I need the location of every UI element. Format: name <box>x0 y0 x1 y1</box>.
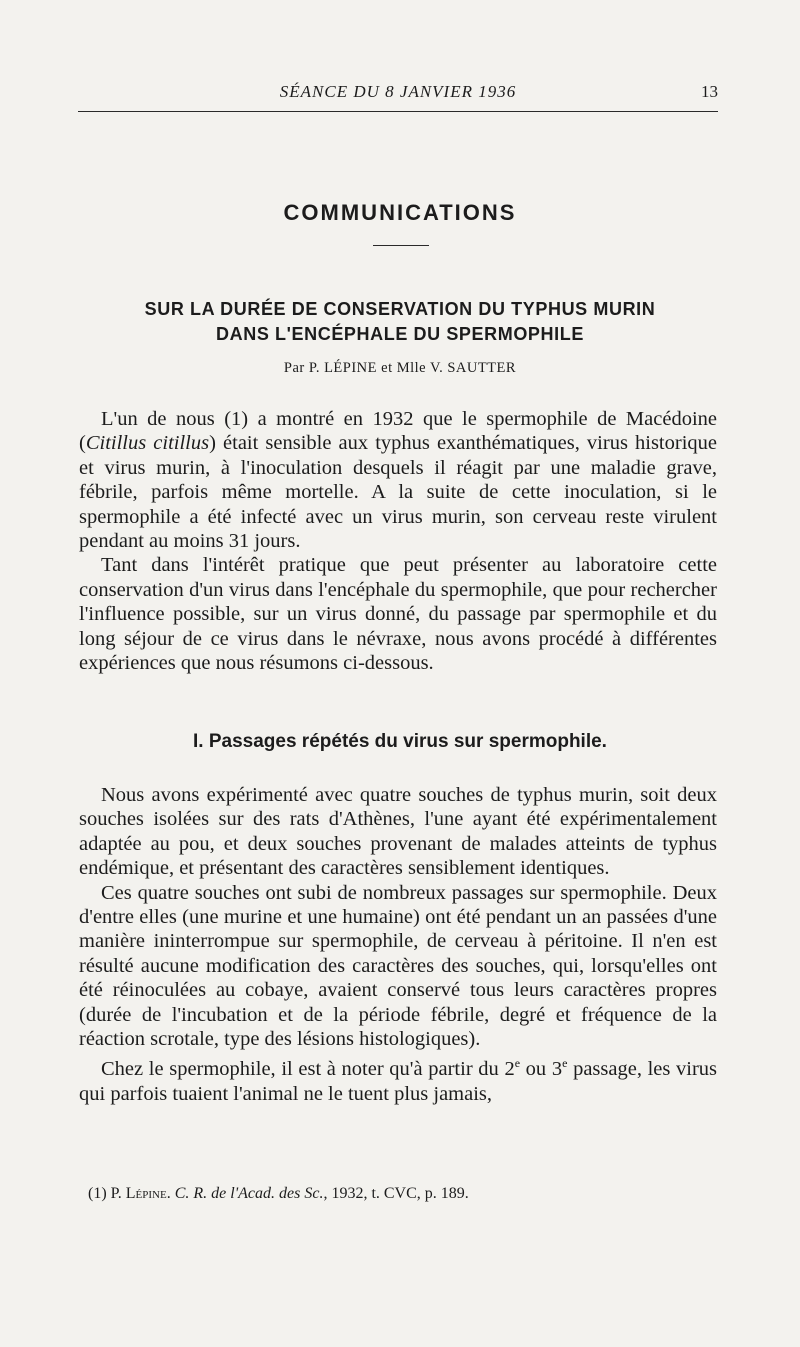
paragraph-5-text-b: ou 3 <box>520 1058 563 1081</box>
superscript-e-1: e <box>514 1056 521 1071</box>
paragraph-5 <box>79 1051 717 1106</box>
footnote: (1) P. Lépine. C. R. de l'Acad. des Sc., 1932, t. CVC, p. 189. <box>88 1185 469 1202</box>
species-name: Citillus citillus <box>85 432 210 455</box>
paragraph-4: Ces quatre souches ont subi de nombreux passages sur spermophile. Deux d'entre elles (une murine et une humaine) ont été pendant un an passées d'une manière ininterrompue sur spermophile, de cerveau à péritoine. Il n'en est résulté aucune modification des caractères des souches, qui, lorsqu'elles ont été réinoculées au cobaye, avaient conservé tous leurs caractères propres (durée de l'incubation et de la période fébrile, degré et fréquence de la réaction scrotale, type des lésions histologiques). <box>79 881 717 1051</box>
body-section-1 <box>79 783 717 1106</box>
paragraph-5-text-a: Chez le spermophile, il est à noter qu'à partir du 2 <box>101 1058 515 1081</box>
page-number: 13 <box>701 82 718 101</box>
article-title-line1: SUR LA DURÉE DE CONSERVATION DU TYPHUS MURIN <box>144 299 656 319</box>
paragraph-1 <box>79 407 717 553</box>
body-intro <box>79 407 717 675</box>
section-rule <box>373 245 429 246</box>
article-title <box>0 297 800 347</box>
running-head <box>78 82 718 106</box>
footnote-rest: , 1932, t. CVC, p. 189. <box>323 1185 469 1202</box>
footnote-journal: C. R. de l'Acad. des Sc. <box>174 1185 324 1202</box>
paragraph-2: Tant dans l'intérêt pratique que peut présenter au laboratoire cette conservation d'un virus dans l'encéphale du spermophile, que pour rechercher l'influence possible, sur un virus donné, du passage par spermophile et du long séjour de ce virus dans le névraxe, nous avons procédé à différentes expériences que nous résumons ci-dessous. <box>79 554 717 675</box>
byline: Par P. LÉPINE et Mlle V. SAUTTER <box>283 360 517 376</box>
article-title-line2: DANS L'ENCÉPHALE DU SPERMOPHILE <box>216 324 584 344</box>
header-rule <box>78 111 718 112</box>
paragraph-1-text-a: L'un de nous (1) a montré en 1932 que le spermophile de Macédoine ( <box>79 408 717 455</box>
superscript-e-2: e <box>562 1056 568 1071</box>
section-title: COMMUNICATIONS <box>283 200 517 225</box>
footnote-author: Lépine <box>125 1185 167 1202</box>
paragraph-5-text-c: passage, les virus qui parfois tuaient l'animal ne le tuent plus jamais, <box>79 1058 718 1105</box>
paragraph-3: Nous avons expérimenté avec quatre souches de typhus murin, soit deux souches isolées sur des rats d'Athènes, l'une ayant été expérimentalement adaptée au pou, et deux souches provenant de malades atteints de typhus endémique, et présentant des caractères sensiblement identiques. <box>79 784 717 880</box>
running-title: SÉANCE DU 8 JANVIER 1936 <box>279 82 517 101</box>
subheading: I. Passages répétés du virus sur spermophile. <box>193 731 607 752</box>
footnote-marker: (1) P. <box>88 1185 126 1202</box>
paragraph-1-text-b: ) était sensible aux typhus exanthématiques, virus historique et virus murin, à l'inoculation desquels il réagit par une maladie grave, fébrile, parfois même mortelle. A la suite de cette inoculation, si le spermophile a été infecté avec un virus murin, son cerveau reste virulent pendant au moins 31 jours. <box>79 432 717 553</box>
